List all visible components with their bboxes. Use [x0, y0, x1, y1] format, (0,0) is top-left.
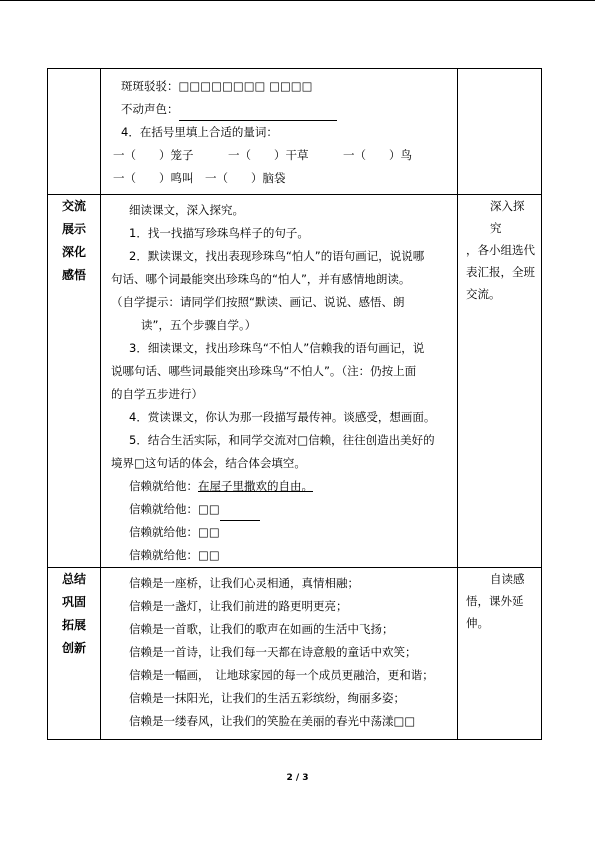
trust-prefix: 信赖就给他： — [129, 479, 198, 493]
row-note-empty — [458, 69, 542, 195]
table-row-vocab — [48, 69, 542, 195]
trust-prefix: 信赖就给他： — [129, 548, 198, 562]
trust-prefix: 信赖就给他： — [129, 502, 198, 516]
row-note — [458, 195, 542, 568]
text-line: 信赖是一盏灯，让我们前进的路更明更亮； — [129, 599, 348, 613]
trust-blank: □□ — [198, 525, 220, 539]
lesson-table — [47, 68, 542, 740]
trust-blank: □□ — [198, 548, 220, 562]
label-line: 交流 — [61, 199, 86, 213]
note-line: 伸。 — [466, 616, 489, 630]
text-line: 信赖是一幅画， 让地球家园的每一个成员更融洽，更和谐； — [129, 668, 434, 682]
text-line: 信赖是一抹阳光，让我们的生活五彩缤纷，绚丽多姿； — [129, 691, 405, 705]
header-rule — [0, 0, 595, 1]
text-line: 信赖是一首歌，让我们的歌声在如画的生活中飞扬； — [129, 622, 394, 636]
note-line: 表汇报，全班 — [466, 265, 535, 279]
text-line: 一（ ）鸣叫 一（ ）脑袋 — [113, 171, 286, 185]
text-line: 信赖是一缕春风，让我们的笑脸在美丽的春光中荡漾□□ — [129, 714, 416, 728]
text-line: 5．结合生活实际，和同学交流对□信赖，往往创造出美好的 — [129, 433, 435, 447]
label-line: 感悟 — [61, 268, 86, 282]
text-line: 的自学五步进行） — [111, 387, 203, 401]
text-line: 一（ ）笼子 一（ ）干草 一（ ）鸟 — [113, 148, 412, 162]
text-line: 斑斑驳驳：□□□□□□□□ □□□□ — [121, 79, 313, 93]
note-text — [458, 195, 541, 305]
trust-example: 在屋子里撒欢的自由。 — [198, 479, 313, 493]
label-line: 拓展 — [61, 618, 86, 632]
label-line: 总结 — [61, 572, 86, 586]
note-line: 深入探究 — [490, 199, 525, 235]
row-label-empty — [48, 69, 101, 195]
answer-blank — [179, 104, 337, 121]
row-label — [48, 195, 101, 568]
table-row-summary — [48, 568, 542, 740]
label-line: 深化 — [61, 245, 86, 259]
answer-blank — [220, 506, 260, 521]
note-line: 悟，课外延 — [466, 594, 524, 608]
text-line: 1．找一找描写珍珠鸟样子的句子。 — [129, 226, 309, 240]
note-text — [458, 568, 541, 634]
trust-blank: □□ — [198, 502, 220, 516]
trust-line — [101, 544, 457, 567]
page-number: 2 / 3 — [286, 773, 309, 783]
text-line: 细读课文，深入探究。 — [129, 203, 244, 217]
text-line: 境界□这句话的体会，结合体会填空。 — [111, 456, 306, 470]
row-label — [48, 568, 101, 740]
text-line: 说哪句话、哪些词最能突出珍珠鸟“不怕人”。（注：仍按上面 — [111, 364, 417, 378]
text-line: 句话、哪个词最能突出珍珠鸟的“怕人”，并有感情地朗读。 — [111, 272, 411, 286]
vocab-content — [101, 69, 458, 195]
note-line: 自读感 — [490, 572, 525, 586]
text-line: 读”，五个步骤自学。） — [141, 318, 257, 332]
text-line: （自学提示：请同学们按照“默读、画记、说说、感悟、朗 — [111, 295, 405, 309]
label-line: 展示 — [61, 222, 86, 236]
trust-prefix: 信赖就给他： — [129, 525, 198, 539]
text-line: 4．在括号里填上合适的量词： — [121, 125, 278, 139]
text-line: 信赖是一座桥，让我们心灵相通，真情相融； — [129, 576, 359, 590]
note-line: ，各小组选代 — [466, 243, 535, 257]
text-line: 信赖是一首诗，让我们每一天都在诗意般的童话中欢笑； — [129, 645, 417, 659]
text-line: 4．赏读课文，你认为那一段描写最传神。谈感受，想画面。 — [129, 410, 436, 424]
row-note — [458, 568, 542, 740]
text-line: 2．默读课文，找出表现珍珠鸟“怕人”的语句画记，说说哪 — [129, 249, 425, 263]
text-line: 3．细读课文，找出珍珠鸟“不怕人”信赖我的语句画记，说 — [129, 341, 425, 355]
label-line: 巩固 — [61, 595, 86, 609]
label-line: 创新 — [61, 641, 86, 655]
text-label: 不动声色： — [121, 102, 179, 116]
note-line: 交流。 — [466, 287, 501, 301]
trust-line — [101, 521, 457, 544]
trust-line — [101, 475, 457, 498]
trust-line — [101, 498, 457, 521]
summary-content — [101, 568, 458, 740]
explore-content — [101, 195, 458, 568]
table-row-explore — [48, 195, 542, 568]
text-line — [101, 98, 457, 121]
